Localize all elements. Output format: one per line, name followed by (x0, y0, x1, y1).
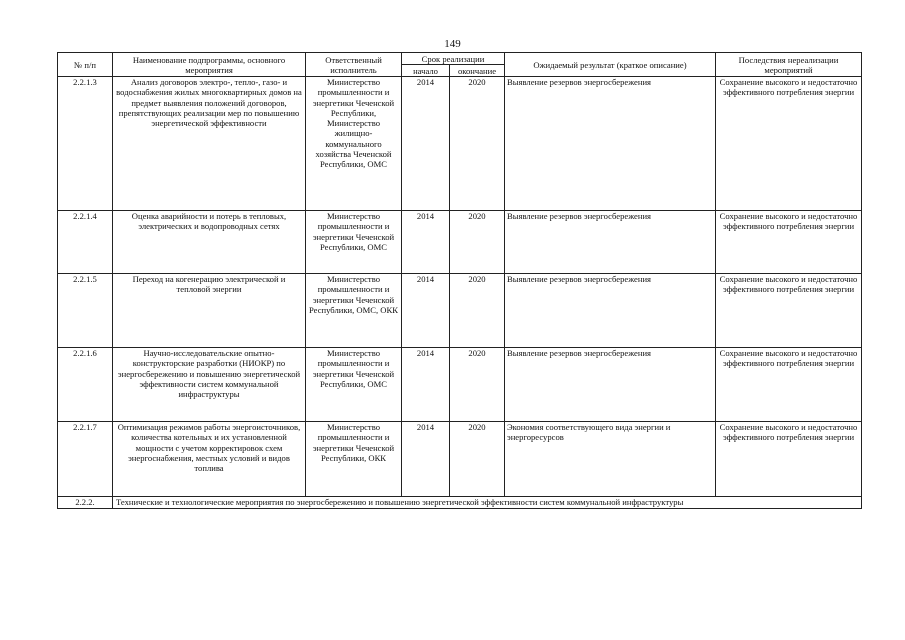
row-number: 2.2.1.7 (58, 422, 113, 497)
row-result: Экономия соответствующего вида энергии и энергоресурсов (505, 422, 716, 497)
row-end: 2020 (450, 348, 505, 422)
row-consequences: Сохранение высокого и недостаточно эффективного потребления энергии (716, 348, 862, 422)
row-end: 2020 (450, 422, 505, 497)
header-start: начало (402, 65, 450, 77)
section-title: Технические и технологические мероприятия по энергосбережению и повышению энергетической эффективности систем коммунальной инфраструктуры (113, 497, 862, 509)
row-name: Оптимизация режимов работы энергоисточников, количества котельных и их установленной мощности с учетом корректировок схем энергоснабжения, местных условий и видов топлива (113, 422, 306, 497)
row-responsible: Министерство промышленности и энергетики Чеченской Республики, ОКК (306, 422, 402, 497)
header-num: № п/п (58, 53, 113, 77)
row-number: 2.2.1.6 (58, 348, 113, 422)
header-period: Срок реализации (402, 53, 505, 65)
section-row (58, 497, 862, 509)
row-start: 2014 (402, 422, 450, 497)
row-number: 2.2.1.5 (58, 274, 113, 348)
row-result: Выявление резервов энергосбережения (505, 274, 716, 348)
row-name: Научно-исследовательские опытно-конструкторские разработки (НИОКР) по энергосбережению и повышению энергетической эффективности систем коммунальной инфраструктуры (113, 348, 306, 422)
table-row (58, 77, 862, 211)
table-row (58, 211, 862, 274)
row-name: Переход на когенерацию электрической и тепловой энергии (113, 274, 306, 348)
row-end: 2020 (450, 211, 505, 274)
row-consequences: Сохранение высокого и недостаточно эффективного потребления энергии (716, 77, 862, 211)
row-responsible: Министерство промышленности и энергетики Чеченской Республики, Министерство жилищно-коммунального хозяйства Чеченской Республики, ОМС (306, 77, 402, 211)
header-result: Ожидаемый результат (краткое описание) (505, 53, 716, 77)
table-row (58, 274, 862, 348)
row-start: 2014 (402, 348, 450, 422)
row-responsible: Министерство промышленности и энергетики Чеченской Республики, ОМС (306, 211, 402, 274)
row-name: Оценка аварийности и потерь в тепловых, электрических и водопроводных сетях (113, 211, 306, 274)
row-end: 2020 (450, 274, 505, 348)
section-number: 2.2.2. (58, 497, 113, 509)
row-responsible: Министерство промышленности и энергетики Чеченской Республики, ОМС (306, 348, 402, 422)
table-row (58, 348, 862, 422)
row-start: 2014 (402, 77, 450, 211)
row-responsible: Министерство промышленности и энергетики Чеченской Республики, ОМС, ОКК (306, 274, 402, 348)
program-table (57, 52, 862, 509)
row-result: Выявление резервов энергосбережения (505, 77, 716, 211)
header-end: окончание (450, 65, 505, 77)
page-number: 149 (444, 38, 461, 50)
row-start: 2014 (402, 211, 450, 274)
table-row (58, 422, 862, 497)
row-consequences: Сохранение высокого и недостаточно эффективного потребления энергии (716, 211, 862, 274)
row-result: Выявление резервов энергосбережения (505, 211, 716, 274)
row-start: 2014 (402, 274, 450, 348)
header-consequences: Последствия нереализации мероприятий (716, 53, 862, 77)
row-number: 2.2.1.3 (58, 77, 113, 211)
row-result: Выявление резервов энергосбережения (505, 348, 716, 422)
row-name: Анализ договоров электро-, тепло-, газо- и водоснабжения жилых многоквартирных домов на предмет выявления положений договоров, препятствующих реализации мер по повышению энергетической эффективности (113, 77, 306, 211)
row-consequences: Сохранение высокого и недостаточно эффективного потребления энергии (716, 422, 862, 497)
row-number: 2.2.1.4 (58, 211, 113, 274)
row-consequences: Сохранение высокого и недостаточно эффективного потребления энергии (716, 274, 862, 348)
header-responsible: Ответственный исполнитель (306, 53, 402, 77)
header-name: Наименование подпрограммы, основного мероприятия (113, 53, 306, 77)
row-end: 2020 (450, 77, 505, 211)
